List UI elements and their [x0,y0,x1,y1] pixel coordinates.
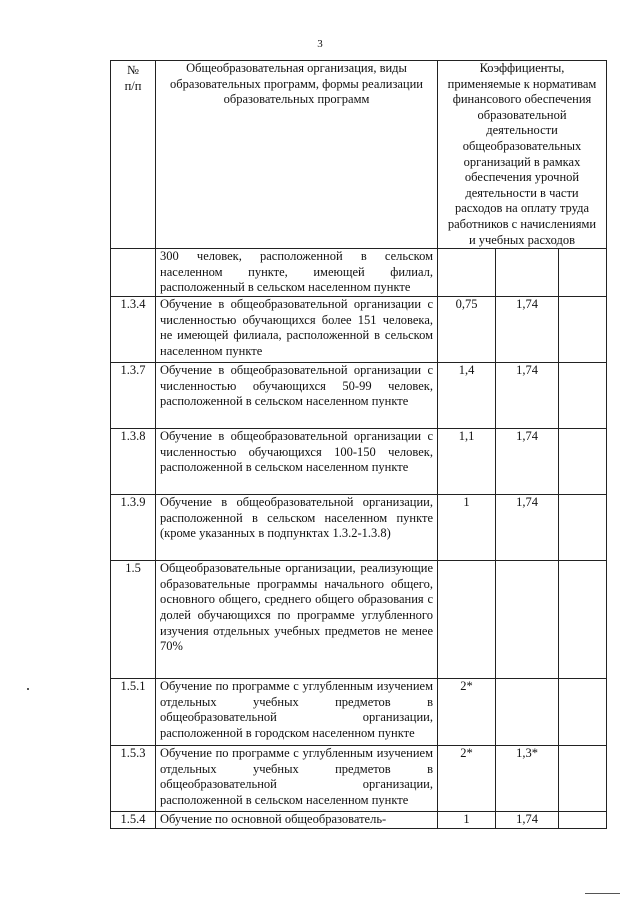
table-row [111,812,607,829]
row-desc: Обучение по программе с углубленным изучением отдельных учебных предметов в общеобразовательной организации, расположенной в сельском населенном пункте [156,746,438,812]
row-num: 1.5.3 [111,746,156,812]
table-header-row [111,61,607,249]
table-row [111,561,607,679]
row-coef-1: 1,4 [438,363,496,429]
row-num: 1.3.9 [111,495,156,561]
row-coef-3 [559,363,607,429]
row-desc: Обучение в общеобразовательной организации с численностью обучающихся 50-99 человек, расположенной в сельском населенном пункте [156,363,438,429]
row-coef-1: 1 [438,495,496,561]
row-coef-2: 1,74 [496,363,559,429]
row-num: 1.5.4 [111,812,156,829]
page-number: 3 [317,38,323,50]
row-coef-3 [559,249,607,297]
row-coef-3 [559,297,607,363]
row-coef-2: 1,74 [496,495,559,561]
table-row [111,297,607,363]
row-coef-2: 1,3* [496,746,559,812]
row-coef-3 [559,746,607,812]
row-coef-2 [496,561,559,679]
row-coef-3 [559,679,607,746]
row-desc: 300 человек, расположенной в сельском населенном пункте, имеющей филиал, расположенный в сельском населенном пункте [156,249,438,297]
coefficients-table [110,60,607,829]
table-row [111,429,607,495]
row-coef-1: 2* [438,746,496,812]
row-num [111,249,156,297]
table-row [111,746,607,812]
header-coef: Коэффициенты, применяемые к нормативам финансового обеспечения образовательной деятельности общеобразовательных организаций в рамках обеспечения урочной деятельности в части расходов на оплату труда работников с начислениями и учебных расходов [438,61,607,249]
scan-artifact-dot [27,688,29,690]
row-coef-1: 1,1 [438,429,496,495]
row-num: 1.3.4 [111,297,156,363]
row-coef-3 [559,812,607,829]
row-desc: Общеобразовательные организации, реализующие образовательные программы начального общего, основного общего, среднего общего образования с долей обучающихся по программе углубленного изучения отдельных учебных предметов не менее 70% [156,561,438,679]
row-coef-2 [496,679,559,746]
row-coef-3 [559,561,607,679]
table-row [111,679,607,746]
row-coef-1 [438,561,496,679]
table-row [111,249,607,297]
row-coef-2: 1,74 [496,429,559,495]
row-desc: Обучение по основной общеобразователь- [156,812,438,829]
row-num: 1.3.7 [111,363,156,429]
row-coef-2: 1,74 [496,297,559,363]
row-coef-3 [559,429,607,495]
row-coef-1: 0,75 [438,297,496,363]
row-desc: Обучение в общеобразовательной организации с численностью обучающихся более 151 человека, не имеющей филиала, расположенной в сельском населенном пункте [156,297,438,363]
row-desc: Обучение в общеобразовательной организации, расположенной в сельском населенном пункте (кроме указанных в подпунктах 1.3.2-1.3.8) [156,495,438,561]
table-row [111,495,607,561]
table-row [111,363,607,429]
row-coef-2: 1,74 [496,812,559,829]
row-num: 1.5.1 [111,679,156,746]
row-desc: Обучение по программе с углубленным изучением отдельных учебных предметов в общеобразовательной организации, расположенной в городском населенном пункте [156,679,438,746]
row-desc: Обучение в общеобразовательной организации с численностью обучающихся 100-150 человек, расположенной в сельском населенном пункте [156,429,438,495]
row-coef-2 [496,249,559,297]
header-org: Общеобразовательная организация, виды образовательных программ, формы реализации образовательных программ [156,61,438,249]
row-coef-1 [438,249,496,297]
row-coef-3 [559,495,607,561]
row-coef-1: 1 [438,812,496,829]
row-num: 1.5 [111,561,156,679]
row-num: 1.3.8 [111,429,156,495]
row-coef-1: 2* [438,679,496,746]
scan-artifact-line [585,893,620,894]
header-num: № п/п [111,61,156,249]
